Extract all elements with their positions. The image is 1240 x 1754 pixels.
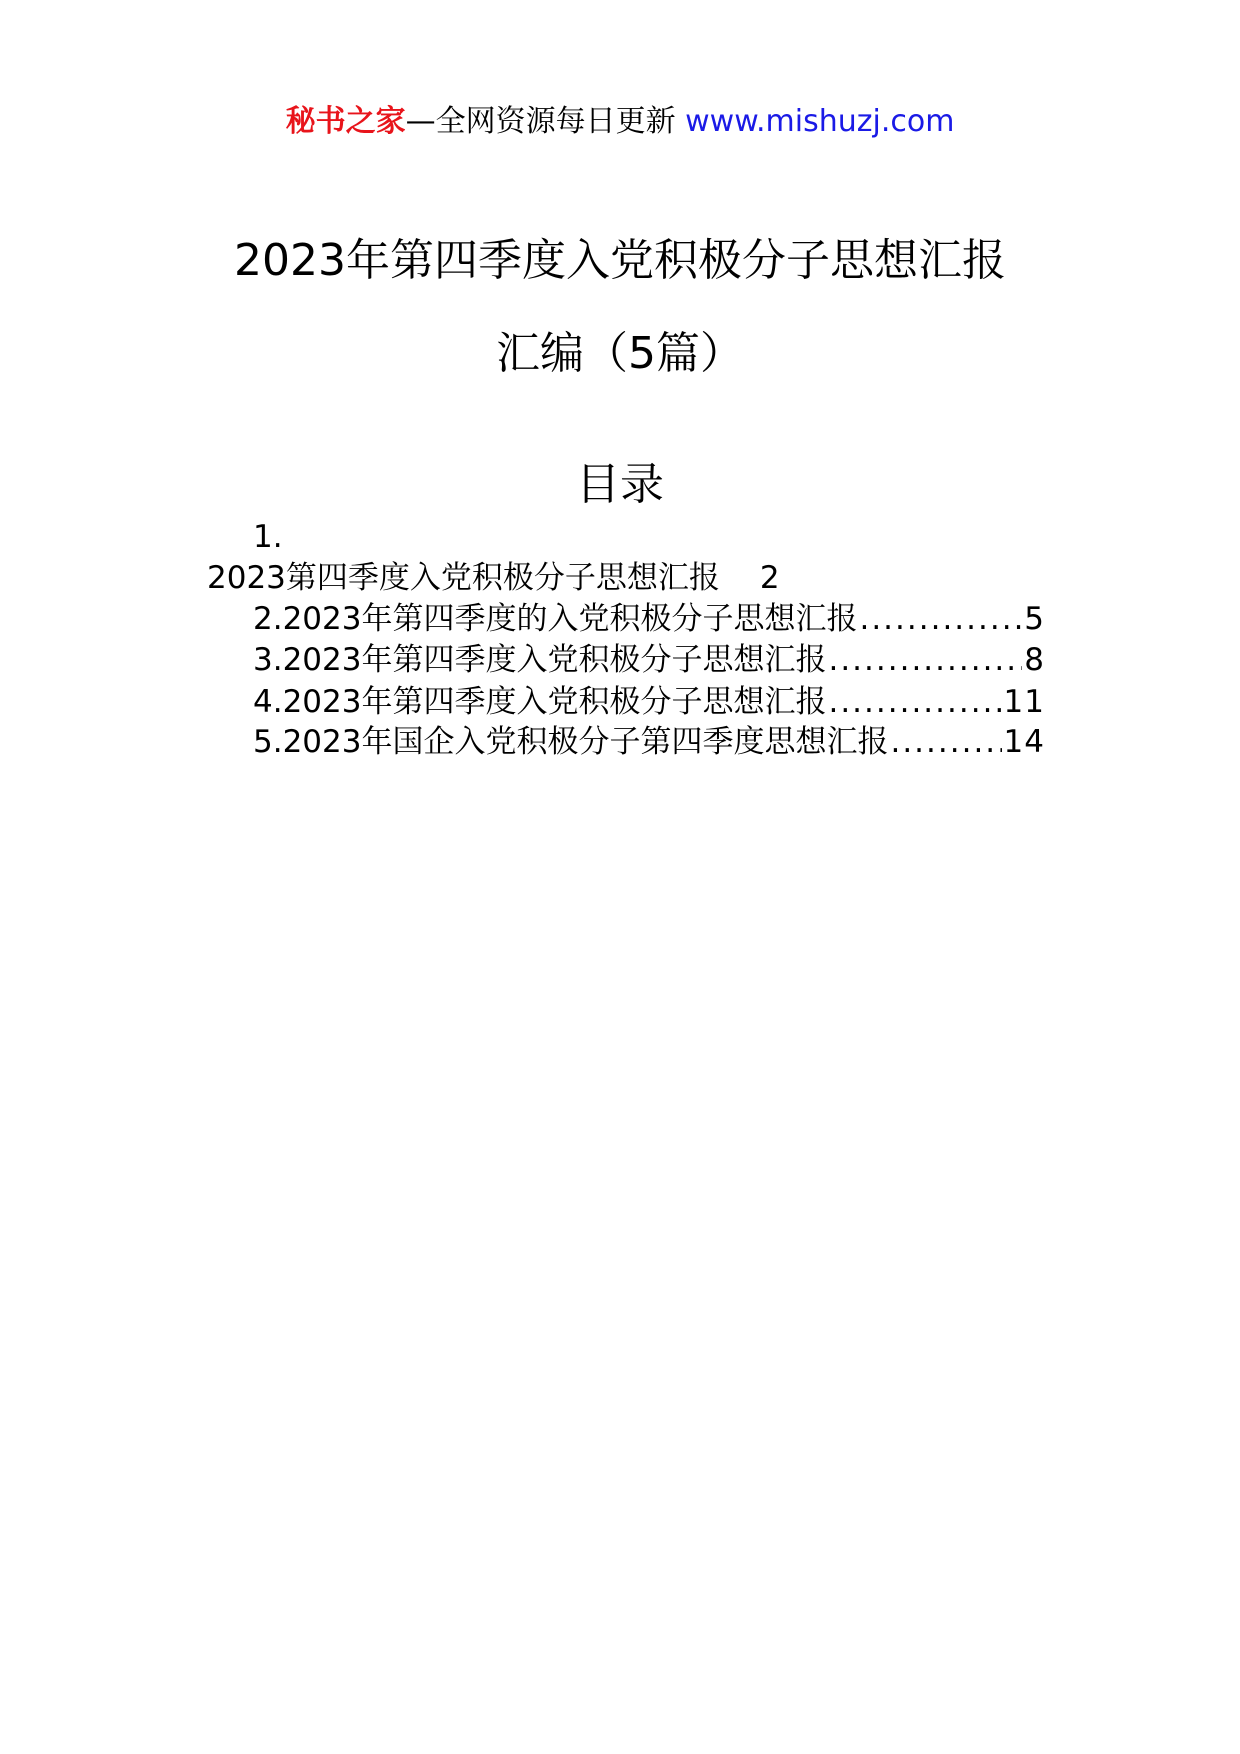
toc-entry-1-number[interactable]: 1. [253, 519, 283, 555]
toc-entry-title: 2.2023年第四季度的入党积极分子思想汇报 [253, 601, 858, 637]
toc-entry-1-text[interactable] [207, 556, 780, 600]
toc-entry[interactable] [253, 720, 1045, 764]
toc-dot-leader [828, 638, 1022, 682]
toc-entry-page: 14 [1003, 724, 1045, 760]
toc-entry[interactable] [253, 638, 1045, 682]
toc-entry-1-title: 2023第四季度入党积极分子思想汇报 [207, 560, 720, 596]
toc-entry[interactable] [253, 597, 1045, 641]
document-title-line-2: 汇编（5篇） [496, 328, 744, 379]
site-slogan: —全网资源每日更新 [405, 104, 676, 139]
site-url-link[interactable]: www.mishuzj.com [685, 104, 955, 139]
toc-entry-title: 5.2023年国企入党积极分子第四季度思想汇报 [253, 724, 889, 760]
toc-dot-leader [890, 720, 1001, 764]
toc-entry-1-page: 2 [759, 560, 780, 596]
toc-entry-page: 11 [1003, 684, 1045, 720]
toc-entry-title: 4.2023年第四季度入党积极分子思想汇报 [253, 684, 827, 720]
toc-heading: 目录 [576, 459, 664, 510]
document-title-line-1: 2023年第四季度入党积极分子思想汇报 [234, 235, 1006, 286]
toc-entry-title: 3.2023年第四季度入党积极分子思想汇报 [253, 642, 827, 678]
brand-name: 秘书之家 [285, 104, 406, 139]
toc-entry-page: 8 [1024, 642, 1045, 678]
toc-entry-page: 5 [1024, 601, 1045, 637]
toc-entry[interactable] [253, 680, 1045, 724]
toc-dot-leader [859, 597, 1022, 641]
toc-dot-leader [828, 680, 1001, 724]
